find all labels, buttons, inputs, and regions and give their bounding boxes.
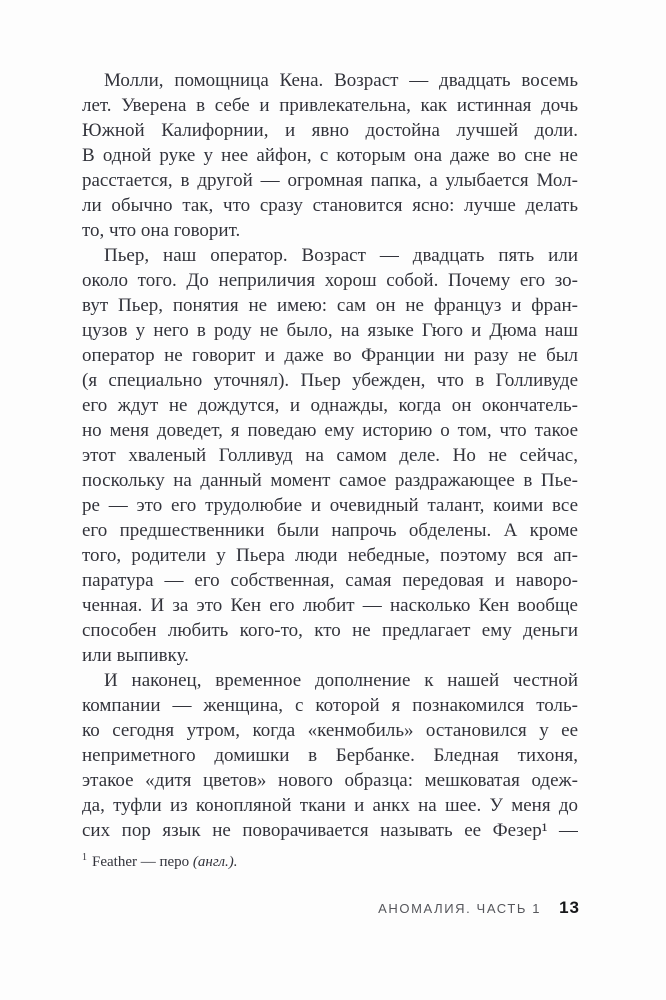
page-text	[82, 68, 578, 843]
text-line: да, туфли из конопляной ткани и анкх на шее. У меня до	[82, 795, 578, 816]
text-line: расстается, в другой — огромная папка, а улыбается Мол-	[82, 170, 578, 191]
text-line: способен любить кого-то, кто не предлагает ему деньги	[82, 620, 578, 641]
paragraph-molly	[82, 68, 578, 243]
text-line: И наконец, временное дополнение к нашей честной	[104, 670, 578, 691]
text-line: Южной Калифорнии, и явно достойна лучшей доли.	[82, 120, 578, 141]
text-line: цузов у него в роду не было, на языке Гюго и Дюма наш	[82, 320, 578, 341]
paragraph-pierre	[82, 243, 578, 668]
text-line: то, что она говорит.	[82, 220, 241, 241]
text-line: поскольку на данный момент самое раздражающее в Пье-	[82, 470, 578, 491]
text-line: вут Пьер, понятия не имею: сам он не француз и фран-	[82, 295, 578, 316]
text-line: Молли, помощница Кена. Возраст — двадцать восемь	[104, 70, 578, 91]
page-number: 13	[559, 898, 580, 917]
text-line: ко сегодня утром, когда «кенмобиль» остановился у ее	[82, 720, 578, 741]
text-line: но меня доведет, я поведаю ему историю о том, что такое	[82, 420, 578, 441]
text-line: около того. До неприличия хорош собой. Почему его зо-	[82, 270, 578, 291]
text-line: лет. Уверена в себе и привлекательна, как истинная дочь	[82, 95, 578, 116]
footnote	[82, 851, 578, 873]
text-line: Пьер, наш оператор. Возраст — двадцать пять или	[104, 245, 578, 266]
page-footer	[378, 898, 580, 918]
running-title: АНОМАЛИЯ. ЧАСТЬ 1	[378, 901, 542, 916]
text-line: ченная. И за это Кен его любит — насколько Кен вообще	[82, 595, 578, 616]
text-line: ре — это его трудолюбие и очевидный талант, коими все	[82, 495, 578, 516]
footnote-marker: 1	[82, 852, 87, 863]
text-line: В одной руке у нее айфон, с которым она даже во сне не	[82, 145, 578, 166]
text-line: или выпивку.	[82, 645, 189, 666]
text-line: неприметного домишки в Бербанке. Бледная тихоня,	[82, 745, 578, 766]
text-line: сих пор язык не поворачивается называть ее Фезер¹ —	[82, 820, 578, 841]
text-line: его ждут не дождутся, и однажды, когда он окончатель-	[82, 395, 578, 416]
text-line: (я специально уточнял). Пьер убежден, что в Голливуде	[82, 370, 578, 391]
paragraph-feather	[82, 668, 578, 843]
text-line: оператор не говорит и даже во Франции ни разу не был	[82, 345, 578, 366]
text-line: его предшественники были напрочь обделены. А кроме	[82, 520, 578, 541]
text-line: того, родители у Пьера люди небедные, поэтому вся ап-	[82, 545, 578, 566]
text-line: этакое «дитя цветов» нового образца: мешковатая одеж-	[82, 770, 578, 791]
text-line: компании — женщина, с которой я познакомился толь-	[82, 695, 578, 716]
text-line: паратура — его собственная, самая передовая и наворо-	[82, 570, 578, 591]
footnote-text: Feather — перо	[92, 854, 193, 870]
text-line: этот хваленый Голливуд на самом деле. Но не сейчас,	[82, 445, 578, 466]
text-line: ли обычно так, что сразу становится ясно: лучше делать	[82, 195, 578, 216]
footnote-language-label: (англ.).	[192, 854, 238, 870]
